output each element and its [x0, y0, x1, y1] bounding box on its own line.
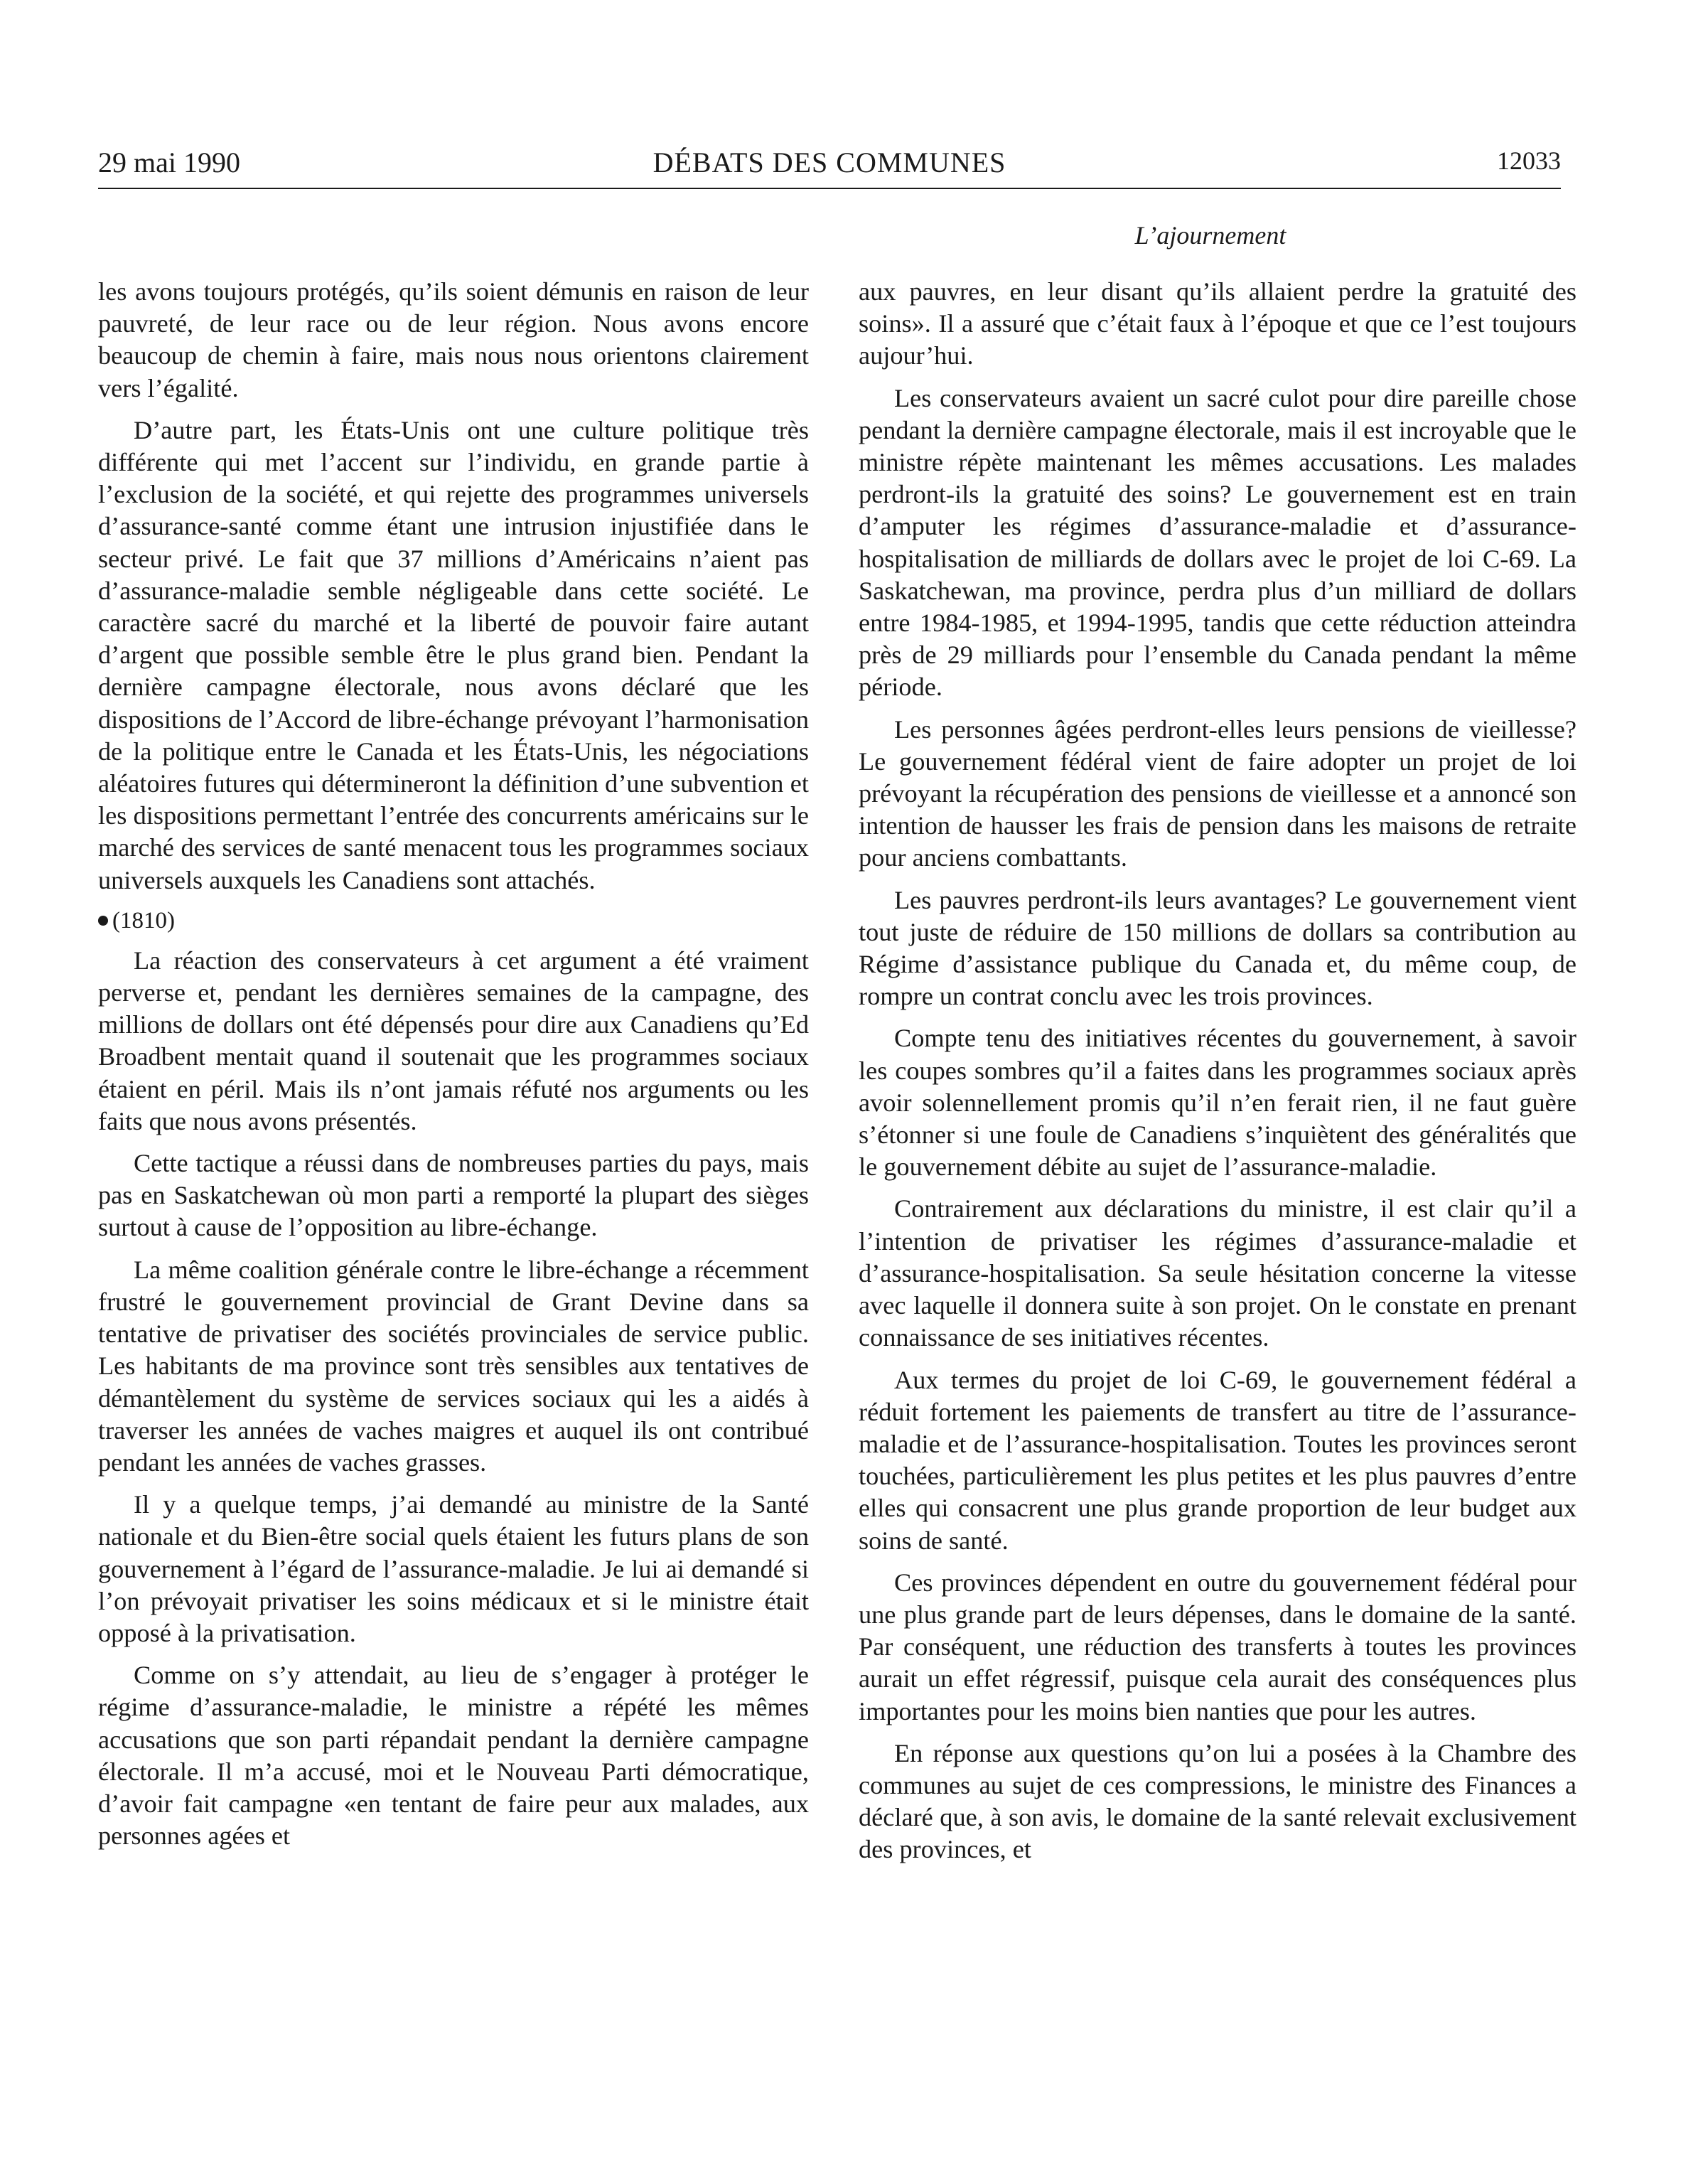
paragraph: La même coalition générale contre le libre-échange a récemment frustré le gouvernement provincial de Grant Devine dans sa tentative de privatiser des sociétés provinciales de service public. Les habitants de ma province sont très sensibles aux tentatives de démantèlement du système de services sociaux qui les a aidés à traverser les années de vaches maigres et auquel ils ont contribué pendant les années de vaches grasses. [98, 1255, 809, 1477]
paragraph: Les personnes âgées perdront-elles leurs pensions de vieillesse? Le gouvernement fédéral vient de faire adopter un projet de loi prévoyant la récupération des pensions de vieillesse et a annoncé son intention de hausser les frais de pension dans les maisons de retraite pour anciens combattants. [859, 714, 1576, 872]
time-marker [98, 906, 809, 935]
time-marker-text: (1810) [112, 907, 175, 933]
bullet-icon [98, 916, 108, 926]
header-page-number: 12033 [1497, 146, 1561, 175]
header-title: DÉBATS DES COMMUNES [652, 146, 1006, 178]
paragraph: Comme on s’y attendait, au lieu de s’engager à protéger le régime d’assurance-maladie, le ministre a répété les mêmes accusations que son parti répandait pendant la dernière campagne électorale. Il m’a accusé, moi et le Nouveau Parti démocratique, d’avoir fait campagne «en tentant de faire peur aux malades, aux personnes agées et [98, 1661, 809, 1851]
header-date: 29 mai 1990 [98, 146, 240, 178]
header-rule [98, 188, 1561, 189]
paragraph: aux pauvres, en leur disant qu’ils allaient perdre la gratuité des soins». Il a assuré que c’était faux à l’époque et que ce l’est toujours aujour’hui. [859, 277, 1576, 370]
section-title: L’ajournement [1134, 221, 1286, 250]
paragraph: Aux termes du projet de loi C-69, le gouvernement fédéral a réduit fortement les paiements de transfert au titre de l’assurance-maladie et de l’assurance-hospitalisation. Toutes les provinces seront touchées, particulièrement les plus petites et les plus pauvres d’entre elles qui consacrent une plus grande proportion de leur budget aux soins de santé. [859, 1365, 1576, 1555]
paragraph: En réponse aux questions qu’on lui a posées à la Chambre des communes au sujet de ces compressions, le ministre des Finances a déclaré que, à son avis, le domaine de la santé relevait exclusivement des provinces, et [859, 1738, 1576, 1864]
paragraph: Cette tactique a réussi dans de nombreuses parties du pays, mais pas en Saskatchewan où mon parti a remporté la plupart des sièges surtout à cause de l’opposition au libre-échange. [98, 1149, 809, 1242]
paragraph: Les conservateurs avaient un sacré culot pour dire pareille chose pendant la dernière campagne électorale, mais il est incroyable que le ministre répète maintenant les mêmes accusations. Les malades perdront-ils la gratuité des soins? Le gouvernement est en train d’amputer les régimes d’assurance-maladie et d’assurance-hospitalisation de milliards de dollars avec le projet de loi C-69. La Saskatchewan, ma province, perdra plus d’un milliard de dollars entre 1984-1985, et 1994-1995, tandis que cette réduction atteindra près de 29 milliards pour l’ensemble du Canada pendant la même période. [859, 383, 1576, 702]
paragraph: D’autre part, les États-Unis ont une culture politique très différente qui met l’accent sur l’individu, en grande partie à l’exclusion de la société, et qui rejette des programmes universels d’assurance-santé comme étant une intrusion injustifiée dans le secteur privé. Le fait que 37 millions d’Américains n’aient pas d’assurance-maladie semble négligeable dans cette société. Le caractère sacré du marché et la liberté de pouvoir faire autant d’argent que possible semble être le plus grand bien. Pendant la dernière campagne électorale, nous avons déclaré que les dispositions de l’Accord de libre-échange prévoyant l’harmonisation de la politique entre le Canada et les États-Unis, les négociations aléatoires futures qui détermineront la définition d’une subvention et les dispositions permettant l’entrée des concurrents américains sur le marché des services de santé menacent tous les programmes sociaux universels auxquels les Canadiens sont attachés. [98, 415, 809, 894]
paragraph: les avons toujours protégés, qu’ils soient démunis en raison de leur pauvreté, de leur race ou de leur région. Nous avons encore beaucoup de chemin à faire, mais nous nous orientons clairement vers l’égalité. [98, 277, 809, 402]
paragraph: Les pauvres perdront-ils leurs avantages? Le gouvernement vient tout juste de réduire de 150 millions de dollars sa contribution au Régime d’assistance publique du Canada et, du même coup, de rompre un contrat conclu avec les trois provinces. [859, 885, 1576, 1011]
paragraph: La réaction des conservateurs à cet argument a été vraiment perverse et, pendant les dernières semaines de la campagne, des millions de dollars ont été dépensés pour dire aux Canadiens qu’Ed Broadbent mentait quand il soutenait que les programmes sociaux étaient en péril. Mais ils n’ont jamais réfuté nos arguments ou les faits que nous avons présentés. [98, 946, 809, 1135]
left-column [98, 276, 809, 1862]
paragraph: Contrairement aux déclarations du ministre, il est clair qu’il a l’intention de privatiser les régimes d’assurance-maladie et d’assurance-hospitalisation. Sa seule hésitation concerne la vitesse avec laquelle il donnera suite à son projet. On le constate en prenant connaissance de ses initiatives récentes. [859, 1194, 1576, 1352]
paragraph: Compte tenu des initiatives récentes du gouvernement, à savoir les coupes sombres qu’il a faites dans les programmes sociaux après avoir solennellement promis qu’il n’en ferait rien, il ne faut guère s’étonner si une foule de Canadiens s’inquiètent des généralités que le gouvernement débite au sujet de l’assurance-maladie. [859, 1024, 1576, 1182]
right-column [859, 276, 1576, 1876]
page-header [98, 146, 1561, 188]
paragraph: Ces provinces dépendent en outre du gouvernement fédéral pour une plus grande part de leurs dépenses, dans le domaine de la santé. Par conséquent, une réduction des transferts à toutes les provinces aurait un effet régressif, puisque cela aurait des conséquences plus importantes pour les moins bien nanties que pour les autres. [859, 1568, 1576, 1725]
paragraph: Il y a quelque temps, j’ai demandé au ministre de la Santé nationale et du Bien-être social quels étaient les futurs plans de son gouvernement à l’égard de l’assurance-maladie. Je lui ai demandé si l’on prévoyait privatiser les soins médicaux et si le ministre était opposé à la privatisation. [98, 1490, 809, 1647]
